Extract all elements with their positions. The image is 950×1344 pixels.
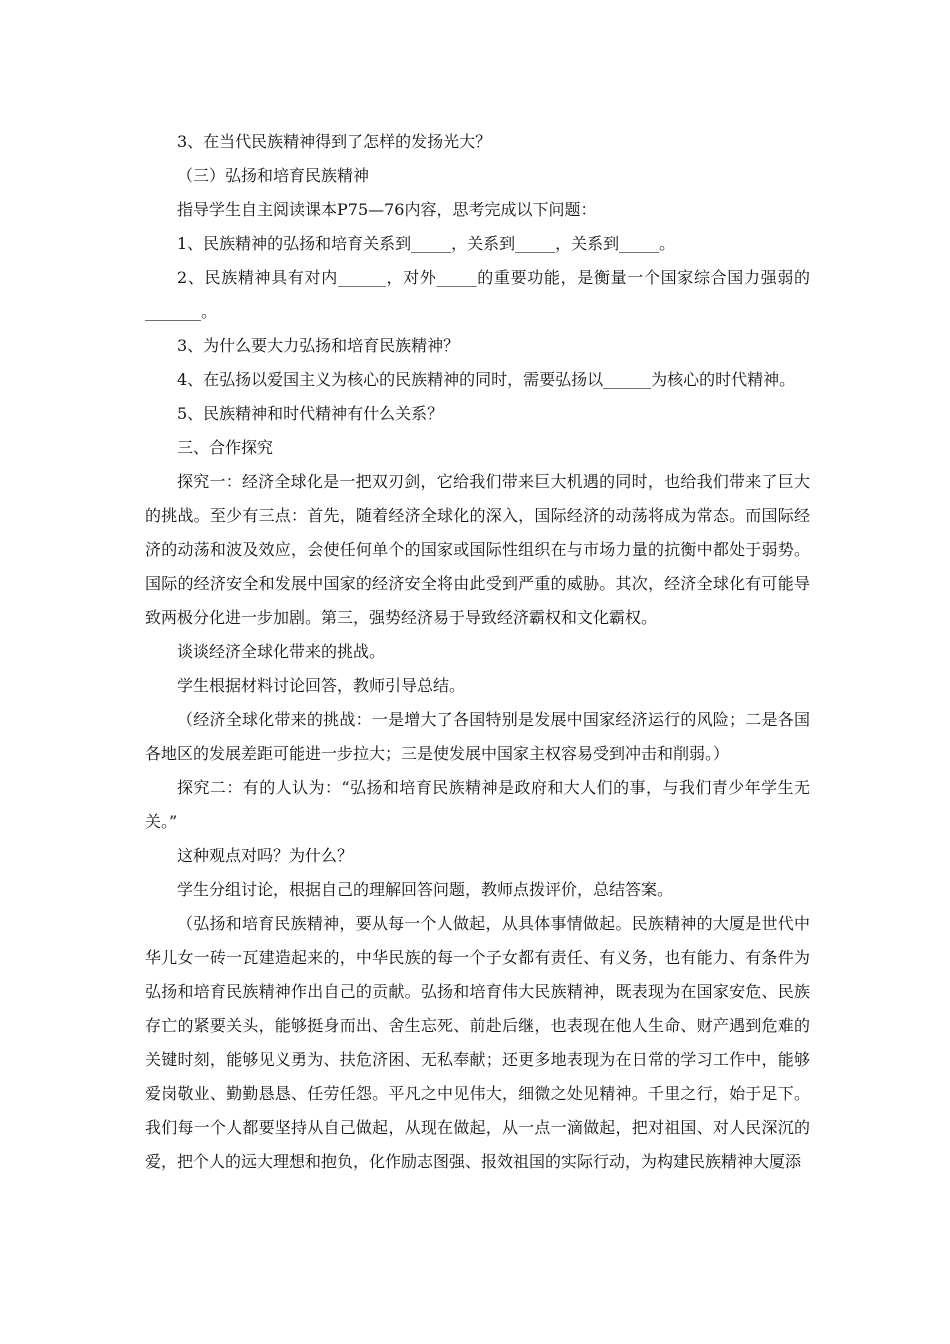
fill-blank-question-2: 2、民族精神具有对内______，对外_____的重要功能，是衡量一个国家综合国力强弱的_______。 bbox=[145, 268, 810, 321]
reading-instruction: 指导学生自主阅读课本P75—76内容，思考完成以下问题： bbox=[177, 200, 597, 219]
section-heading-three: （三）弘扬和培育民族精神 bbox=[177, 166, 370, 185]
inquiry-one-instruction: 学生根据材料讨论回答，教师引导总结。 bbox=[177, 676, 466, 695]
fill-blank-question-4: 4、在弘扬以爱国主义为核心的民族精神的同时，需要弘扬以______为核心的时代精神。 bbox=[177, 370, 796, 389]
document-body bbox=[145, 125, 810, 1179]
fill-blank-question-1: 1、民族精神的弘扬和培育关系到_____，关系到_____，关系到_____。 bbox=[177, 234, 676, 253]
question-3-heading: 3、在当代民族精神得到了怎样的发扬光大？ bbox=[177, 132, 492, 151]
question-3: 3、为什么要大力弘扬和培育民族精神？ bbox=[177, 336, 460, 355]
inquiry-two-text: 探究二：有的人认为：“弘扬和培育民族精神是政府和大人们的事，与我们青少年学生无关。” bbox=[145, 778, 810, 831]
inquiry-two-instruction: 学生分组讨论，根据自己的理解回答问题，教师点拨评价，总结答案。 bbox=[177, 880, 674, 899]
inquiry-one-answer: （经济全球化带来的挑战：一是增大了各国特别是发展中国家经济运行的风险；二是各国各地区的发展差距可能进一步拉大；三是使发展中国家主权容易受到冲击和削弱。） bbox=[145, 710, 810, 763]
question-5: 5、民族精神和时代精神有什么关系？ bbox=[177, 404, 444, 423]
inquiry-two-prompt: 这种观点对吗？为什么？ bbox=[177, 846, 354, 865]
inquiry-two-answer: （弘扬和培育民族精神，要从每一个人做起，从具体事情做起。民族精神的大厦是世代中华儿女一砖一瓦建造起来的，中华民族的每一个子女都有责任、有义务，也有能力、有条件为弘扬和培育民族精神作出自己的贡献。弘扬和培育伟大民族精神，既表现为在国家安危、民族存亡的紧要关头，能够挺身而出、舍生忘死、前赴后继，也表现在他人生命、财产遇到危难的关键时刻，能够见义勇为、扶危济困、无私奉献；还更多地表现为在日常的学习工作中，能够爱岗敬业、勤勤恳恳、任劳任怨。平凡之中见伟大，细微之处见精神。千里之行，始于足下。我们每一个人都要坚持从自己做起，从现在做起，从一点一滴做起，把对祖国、对人民深沉的爱，把个人的远大理想和抱负，化作励志图强、报效祖国的实际行动，为构建民族精神大厦添 bbox=[145, 914, 810, 1171]
section-heading-cooperative-inquiry: 三、合作探究 bbox=[177, 438, 274, 457]
inquiry-one-prompt: 谈谈经济全球化带来的挑战。 bbox=[177, 642, 386, 661]
inquiry-one-text: 探究一：经济全球化是一把双刃剑，它给我们带来巨大机遇的同时，也给我们带来了巨大的挑战。至少有三点：首先，随着经济全球化的深入，国际经济的动荡将成为常态。而国际经济的动荡和波及效应，会使任何单个的国家或国际性组织在与市场力量的抗衡中都处于弱势。国际的经济安全和发展中国家的经济安全将由此受到严重的威胁。其次，经济全球化有可能导致两极分化进一步加剧。第三，强势经济易于导致经济霸权和文化霸权。 bbox=[145, 472, 810, 627]
